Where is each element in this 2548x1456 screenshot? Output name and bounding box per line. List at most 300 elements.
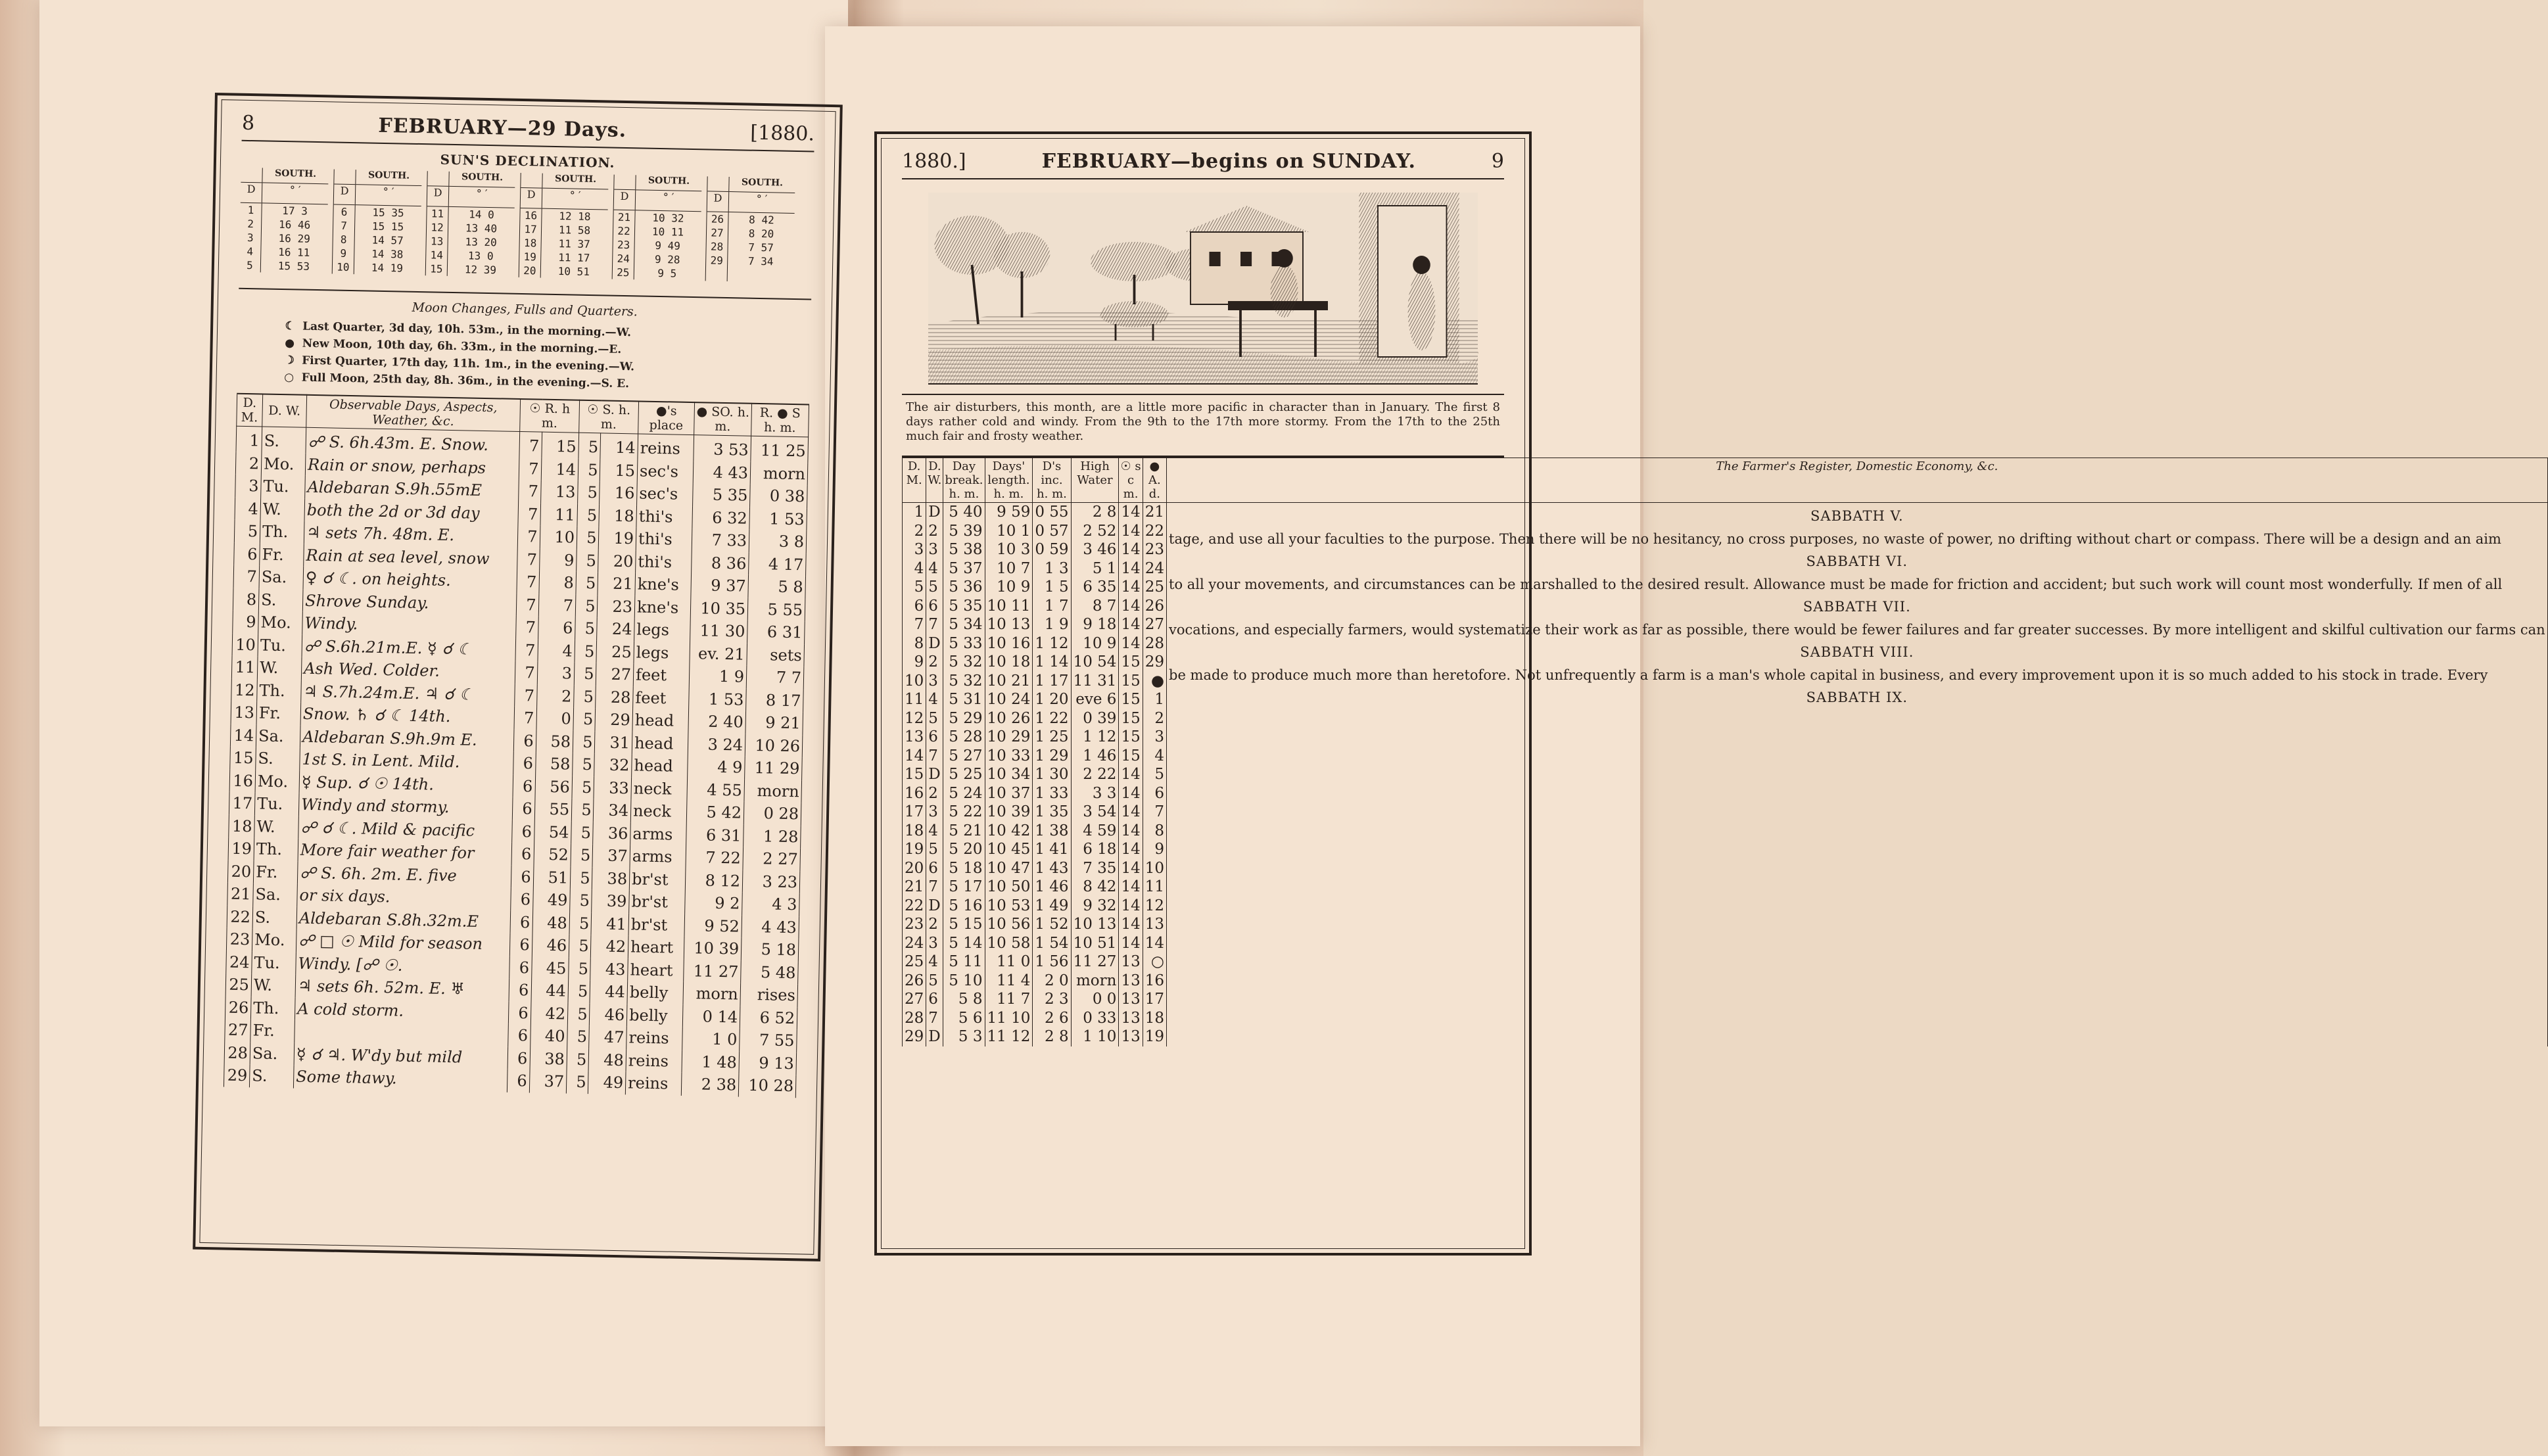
day-of-month: 21 [227, 883, 254, 906]
sun-slow: 14 [1119, 859, 1143, 878]
day-break: 5 18 [943, 859, 985, 878]
sun-set-minute: 37 [592, 844, 630, 868]
sun-slow: 14 [1119, 878, 1143, 897]
day-of-month: 25 [225, 974, 252, 997]
sun-rise-hour: 7 [515, 684, 537, 707]
moon-place: br'st [629, 890, 686, 914]
high-water: 10 9 [1071, 634, 1119, 653]
aspect-weather: ☍ ☌ ☾. Mild & pacific [298, 816, 513, 843]
high-water: 9 18 [1071, 615, 1119, 634]
sun-rise-minute: 7 [538, 594, 576, 617]
declination-day: 12 [431, 221, 444, 234]
declination-day: 6 [341, 205, 348, 218]
calendar-row [235, 475, 808, 508]
sun-set-minute: 16 [600, 481, 637, 505]
moon-phase-row [283, 352, 810, 379]
col-day-week: D. W. [262, 394, 307, 427]
sun-rise-hour: 6 [513, 729, 536, 752]
moon-rise-set: 5 8 [748, 575, 806, 599]
moon-rise-set: 9 13 [739, 1051, 797, 1075]
day-of-month: 27 [903, 990, 926, 1009]
declination-day: 10 [337, 260, 350, 273]
calendar-row [234, 542, 807, 576]
declination-value: 10 32 [652, 211, 684, 225]
day-of-week: 4 [926, 559, 943, 578]
day-break: 5 29 [943, 709, 985, 728]
days-increase: 0 57 [1033, 522, 1071, 541]
days-length: 10 45 [985, 840, 1033, 859]
day-of-month: 17 [903, 803, 926, 822]
day-of-month: 20 [227, 860, 254, 883]
declination-day-header: D [334, 185, 356, 206]
declination-day: 11 [431, 207, 444, 220]
sun-set-hour: 5 [569, 957, 591, 980]
declination-value: 11 37 [558, 237, 590, 250]
declination-day: 5 [246, 258, 253, 272]
moon-place: kne's [634, 596, 691, 619]
sun-set-minute: 32 [594, 753, 632, 777]
sun-rise-hour: 6 [508, 1001, 531, 1024]
sun-set-minute: 18 [599, 504, 636, 528]
col-high-water: High Water [1071, 458, 1119, 503]
day-of-week: D [926, 765, 943, 784]
moon-age: 11 [1143, 878, 1166, 897]
day-of-month: 27 [225, 1019, 251, 1042]
high-water: 3 46 [1071, 540, 1119, 559]
sabbath-heading: SABBATH IX. [1806, 690, 1908, 705]
sun-slow: 14 [1119, 540, 1143, 559]
day-of-week: Th. [254, 837, 298, 861]
day-of-month: 12 [903, 709, 926, 728]
day-of-week: 5 [926, 578, 943, 597]
calendar-row [225, 996, 797, 1029]
col-day-month: D. M. [237, 394, 263, 427]
calendar-row [230, 724, 803, 757]
days-length: 10 34 [985, 765, 1033, 784]
declination-day-header: D [614, 190, 636, 211]
day-of-month: 5 [234, 520, 260, 543]
day-of-month: 15 [903, 765, 926, 784]
days-increase: 2 8 [1033, 1027, 1071, 1046]
sun-rise-minute: 55 [534, 798, 572, 822]
sun-slow: 14 [1119, 765, 1143, 784]
declination-day-column [426, 171, 450, 276]
farm-engraving [928, 193, 1478, 385]
moon-age: 19 [1143, 1027, 1166, 1046]
right-page-header [902, 150, 1504, 179]
high-water: 10 51 [1071, 934, 1119, 953]
declination-group [705, 176, 795, 283]
sabbath-heading: SABBATH V. [1810, 508, 1904, 524]
days-length: 10 16 [985, 634, 1033, 653]
day-break: 5 16 [943, 897, 985, 916]
declination-value: 10 51 [557, 265, 590, 278]
declination-value: 16 29 [278, 231, 311, 245]
moon-phase-text: Last Quarter, 3d day, 10h. 53m., in the morning.—W. [302, 319, 632, 340]
col-days-length: Days' length. h. m. [985, 458, 1033, 503]
moon-place: thi's [636, 550, 692, 574]
moon-age: 8 [1143, 822, 1166, 841]
farmers-register-text [1167, 503, 2548, 1046]
sun-rise-hour: 7 [517, 548, 540, 571]
moon-rise-set: 11 25 [751, 436, 809, 463]
declination-value: 8 42 [748, 213, 774, 227]
declination-spacer [334, 170, 355, 185]
sun-set-hour: 5 [578, 481, 600, 504]
days-length: 10 21 [985, 672, 1033, 691]
day-of-week: D [926, 1027, 943, 1046]
day-of-week: S. [252, 906, 297, 929]
moon-age: 29 [1143, 653, 1166, 672]
sun-rise-minute: 10 [540, 526, 577, 550]
days-increase: 1 33 [1033, 784, 1071, 803]
calendar-row [229, 792, 801, 826]
moon-rise-set: 11 29 [745, 757, 803, 780]
sun-set-hour: 5 [571, 844, 593, 867]
day-of-week: W. [260, 498, 305, 521]
declination-day-column [613, 175, 636, 280]
sabbath-heading: SABBATH VII. [1803, 599, 1911, 615]
sun-set-hour: 5 [576, 572, 598, 595]
days-length: 10 50 [985, 878, 1033, 897]
moon-place: sec's [637, 482, 694, 505]
declination-value: 13 40 [465, 222, 498, 235]
calendar-row [903, 503, 2548, 522]
moon-age: 25 [1143, 578, 1166, 597]
col-moon-south: ● SO. h. m. [694, 402, 752, 436]
moon-changes-title: Moon Changes, Fulls and Quarters. [239, 288, 812, 323]
day-of-month: 13 [903, 728, 926, 747]
day-of-month: 25 [903, 952, 926, 972]
moon-age: 28 [1143, 634, 1166, 653]
sun-set-hour: 5 [567, 1025, 590, 1048]
declination-day: 9 [340, 247, 347, 260]
sun-rise-hour: 6 [507, 1069, 529, 1092]
days-length: 10 9 [985, 578, 1033, 597]
day-of-week: Fr. [250, 1019, 295, 1043]
register-paragraph: be made to produce much more than heretofore. Not unfrequently a farm is a man's whole capital in business, and every improvement upon it is so much added to his stock in trade. Every [1169, 667, 2488, 683]
moon-south: 10 35 [690, 597, 748, 621]
moon-south: 9 37 [691, 574, 749, 598]
calendar-row [230, 747, 803, 780]
declination-spacer [614, 175, 635, 191]
day-of-week: Tu. [254, 792, 299, 816]
sun-slow: 13 [1119, 1027, 1143, 1046]
calendar-row [233, 611, 805, 644]
sun-rise-hour: 7 [516, 593, 538, 616]
sun-rise-minute: 8 [538, 571, 576, 595]
high-water: 1 46 [1071, 747, 1119, 766]
moon-age: 21 [1143, 503, 1166, 522]
declination-day-column [239, 168, 263, 273]
declination-south-header: SOUTH. [729, 177, 795, 193]
declination-value: 8 20 [748, 227, 774, 241]
calendar-row [224, 1041, 797, 1075]
day-of-week: Tu. [252, 951, 296, 975]
day-of-month: 7 [903, 615, 926, 634]
days-length: 10 13 [985, 615, 1033, 634]
sun-set-hour: 5 [569, 935, 591, 958]
day-of-month: 5 [903, 578, 926, 597]
moon-place: reins [626, 1026, 683, 1050]
day-of-month: 10 [232, 633, 258, 656]
calendar-row [226, 951, 799, 984]
day-break: 5 40 [943, 503, 985, 522]
sun-set-minute: 21 [598, 572, 635, 596]
sun-rise-minute: 49 [532, 889, 570, 912]
moon-phase-text: First Quarter, 17th day, 11h. 1m., in the evening.—W. [301, 354, 635, 374]
moon-phase-icon: ○ [284, 371, 295, 385]
moon-age: 18 [1143, 1009, 1166, 1028]
aspect-weather: or six days. [297, 884, 511, 911]
sun-set-minute: 34 [594, 799, 631, 822]
days-length: 11 10 [985, 1009, 1033, 1028]
declination-day: 24 [617, 252, 630, 266]
moon-phase-row [284, 317, 811, 344]
moon-south: 0 14 [682, 1004, 740, 1028]
declination-day-column [333, 170, 356, 275]
sun-rise-hour: 7 [516, 616, 538, 639]
day-of-month: 9 [903, 653, 926, 672]
declination-day: 22 [617, 224, 630, 238]
sun-slow: 15 [1119, 672, 1143, 691]
days-length: 9 59 [985, 503, 1033, 522]
col-day-month: D. M. [903, 458, 926, 503]
page-title: FEBRUARY—29 Days. [378, 114, 627, 143]
day-of-week: 5 [926, 840, 943, 859]
day-break: 5 17 [943, 878, 985, 897]
day-of-month: 10 [903, 672, 926, 691]
days-length: 10 39 [985, 803, 1033, 822]
declination-day: 16 [524, 209, 538, 222]
moon-age: 13 [1143, 915, 1166, 934]
days-increase: 2 6 [1033, 1009, 1071, 1028]
moon-rise-set: 7 7 [746, 666, 804, 690]
aspect-weather: Aldebaran S.8h.32m.E [296, 906, 511, 933]
sun-slow: 15 [1119, 653, 1143, 672]
day-of-week: D [926, 503, 943, 522]
sun-set-hour: 5 [571, 799, 594, 822]
moon-rise-set: 10 26 [745, 734, 803, 757]
moon-place: neck [630, 799, 687, 823]
moon-south: 6 31 [686, 823, 744, 847]
declination-group [332, 169, 422, 275]
sun-rise-minute: 6 [538, 617, 575, 640]
days-length: 10 33 [985, 747, 1033, 766]
sun-set-minute: 27 [596, 663, 634, 686]
sun-slow: 15 [1119, 690, 1143, 709]
sun-slow: 14 [1119, 522, 1143, 541]
declination-value: 10 11 [651, 225, 684, 239]
day-of-month: 15 [230, 747, 256, 770]
aspect-weather: ♃ sets 7h. 48m. E. [304, 521, 518, 548]
sun-set-hour: 5 [577, 527, 599, 550]
moon-place: reins [626, 1049, 682, 1073]
moon-south: 11 27 [684, 959, 742, 983]
aspect-weather: Aldebaran S.9h.55mE [305, 476, 519, 503]
calendar-row [235, 497, 807, 530]
high-water: 0 39 [1071, 709, 1119, 728]
declination-degree-header: ° ′ [636, 190, 702, 212]
moon-age: 1 [1143, 690, 1166, 709]
declination-value: 15 53 [277, 259, 310, 273]
day-of-week: Fr. [253, 860, 298, 884]
day-of-week: Th. [257, 679, 302, 703]
aspect-weather: Aldebaran S.9h.9m E. [300, 725, 514, 752]
sun-set-minute: 19 [599, 527, 636, 550]
day-of-month: 1 [236, 426, 262, 452]
moon-south: 2 38 [681, 1073, 739, 1096]
high-water: 9 32 [1071, 897, 1119, 916]
sun-set-hour: 5 [574, 663, 596, 686]
sun-rise-hour: 6 [509, 956, 532, 979]
sun-rise-minute: 0 [536, 707, 573, 731]
declination-group [612, 175, 702, 281]
declination-value: 11 17 [557, 251, 590, 264]
sun-rise-minute: 44 [531, 979, 569, 1002]
sun-slow: 14 [1119, 503, 1143, 522]
declination-day: 7 [341, 219, 348, 232]
sun-set-minute: 36 [593, 822, 630, 845]
sun-set-minute: 20 [598, 550, 636, 573]
sun-rise-minute: 45 [531, 956, 569, 980]
moon-age: 24 [1143, 559, 1166, 578]
sun-rise-minute: 11 [540, 503, 577, 527]
day-of-month: 4 [903, 559, 926, 578]
high-water: morn [1071, 972, 1119, 991]
moon-age: 16 [1143, 972, 1166, 991]
day-of-week: D [926, 897, 943, 916]
high-water: 4 59 [1071, 822, 1119, 841]
moon-rise-set: 10 28 [738, 1074, 796, 1098]
days-increase: 1 3 [1033, 559, 1071, 578]
moon-age: 22 [1143, 522, 1166, 541]
day-of-month: 16 [229, 769, 256, 792]
declination-value: 14 0 [469, 208, 494, 222]
moon-place: sec's [637, 459, 694, 483]
moon-place: belly [627, 981, 684, 1004]
sun-set-minute: 14 [600, 433, 638, 459]
days-increase: 1 52 [1033, 915, 1071, 934]
col-aspects: Observable Days, Aspects, Weather, &c. [306, 395, 521, 432]
day-of-week: S. [262, 427, 306, 453]
col-day-week: D. W. [926, 458, 943, 503]
sun-rise-minute: 38 [530, 1047, 567, 1071]
sun-set-minute: 43 [590, 958, 628, 981]
sun-rise-hour: 6 [513, 752, 536, 775]
sun-set-minute: 33 [594, 776, 631, 800]
moon-south: ev. 21 [690, 642, 747, 666]
sun-rise-minute: 4 [537, 639, 575, 663]
moon-south: 8 12 [685, 868, 743, 892]
sun-rise-hour: 6 [512, 797, 534, 820]
day-break: 5 6 [943, 1009, 985, 1028]
day-of-week: 3 [926, 803, 943, 822]
day-of-month: 19 [903, 840, 926, 859]
days-increase: 1 25 [1033, 728, 1071, 747]
calendar-row [235, 452, 808, 485]
sun-set-minute: 29 [595, 708, 632, 732]
day-break: 5 24 [943, 784, 985, 803]
declination-degree-header: ° ′ [449, 187, 515, 208]
declination-day: 4 [247, 245, 254, 258]
aspect-weather: ☍ S. 6h. 2m. E. five [297, 861, 511, 888]
col-sun-rise: ☉ R. h m. [520, 399, 580, 433]
sun-rise-minute: 46 [532, 933, 569, 957]
days-length: 11 7 [985, 990, 1033, 1009]
calendar-row [224, 1064, 796, 1098]
declination-value: 7 34 [747, 254, 774, 268]
sun-set-minute: 44 [590, 980, 627, 1004]
calendar-row [225, 974, 798, 1007]
day-of-month: 23 [226, 928, 252, 951]
day-of-week: 7 [926, 1009, 943, 1028]
declination-south-header: SOUTH. [636, 175, 701, 191]
high-water: 11 27 [1071, 952, 1119, 972]
moon-rise-set: 2 27 [743, 847, 801, 871]
col-farmers-register: The Farmer's Register, Domestic Economy, &c. [1167, 458, 2548, 503]
year-label: 1880.] [902, 150, 966, 173]
sun-set-hour: 5 [575, 617, 598, 640]
days-length: 10 56 [985, 915, 1033, 934]
day-of-week: S. [249, 1064, 294, 1088]
moon-south: 7 33 [692, 528, 749, 552]
calendar-row [228, 837, 801, 871]
sun-slow: 15 [1119, 728, 1143, 747]
declination-day: 18 [523, 237, 537, 250]
moon-age: 12 [1143, 897, 1166, 916]
sun-rise-hour: 6 [511, 843, 534, 866]
moon-south: 4 55 [687, 778, 745, 801]
moon-rise-set: 1 53 [749, 507, 807, 530]
days-increase: 1 17 [1033, 672, 1071, 691]
sun-set-hour: 5 [569, 912, 592, 935]
day-of-week: Tu. [258, 634, 302, 657]
day-of-month: 29 [224, 1064, 250, 1087]
declination-value-column [261, 168, 329, 273]
sun-rise-minute: 9 [539, 548, 577, 572]
calendar-row [227, 905, 799, 939]
day-of-week: 6 [926, 728, 943, 747]
aspect-weather: Windy and stormy. [298, 793, 513, 820]
col-sun-set: ☉ S. h. m. [579, 400, 639, 434]
moon-place: neck [631, 777, 688, 801]
moon-rise-set: 3 23 [742, 870, 800, 893]
days-increase: 1 22 [1033, 709, 1071, 728]
declination-degree-header: ° ′ [262, 183, 329, 204]
day-break: 5 33 [943, 634, 985, 653]
sun-set-hour: 5 [575, 594, 598, 617]
days-increase: 1 49 [1033, 897, 1071, 916]
declination-day-header: D [427, 186, 449, 207]
declination-value: 7 57 [748, 241, 774, 254]
calendar-row [232, 633, 805, 667]
moon-phase-list [283, 317, 811, 396]
day-of-week: Sa. [253, 883, 298, 906]
day-of-week: 7 [926, 747, 943, 766]
aspect-weather: ☍ S. 6h.43m. E. Snow. [306, 427, 520, 457]
moon-rise-set: 9 21 [745, 711, 803, 735]
sun-set-hour: 5 [573, 753, 595, 776]
day-of-month: 2 [235, 452, 262, 475]
sun-rise-minute: 2 [536, 684, 574, 708]
declination-south-header: SOUTH. [356, 170, 421, 186]
sun-set-minute: 28 [596, 686, 633, 709]
day-break: 5 38 [943, 540, 985, 559]
days-length: 10 11 [985, 597, 1033, 616]
declination-spacer [521, 173, 542, 189]
sun-set-hour: 5 [573, 730, 595, 753]
